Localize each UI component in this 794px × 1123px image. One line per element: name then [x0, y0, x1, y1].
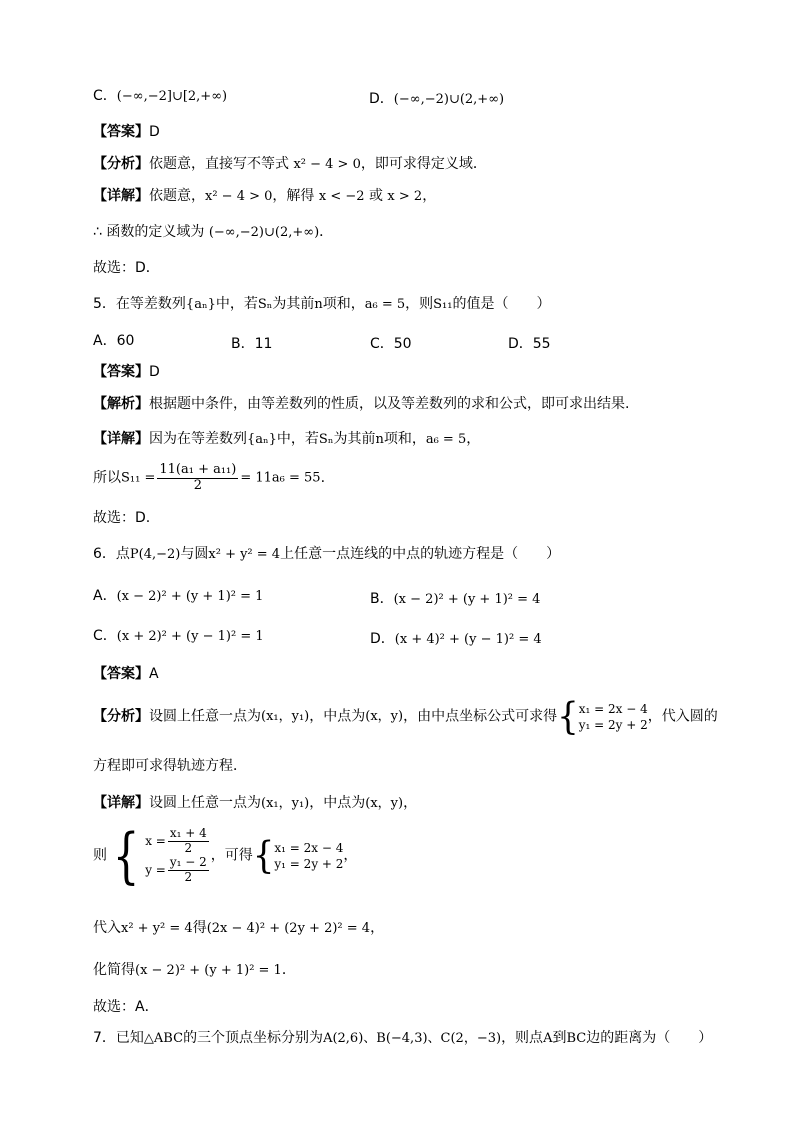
analysis-text: 依题意，直接写不等式: [149, 156, 294, 172]
detail-text: ，解得: [272, 188, 319, 204]
q7-stem: [93, 1030, 712, 1047]
q5-option-a: A．60: [93, 333, 135, 349]
q6-option-c-label: C．: [93, 628, 117, 644]
system-line: x₁ = 2x − 4: [274, 840, 344, 855]
q6-analysis: [93, 695, 718, 739]
stem-text: 7．已知: [93, 1030, 144, 1046]
detail-text: ，: [466, 431, 481, 447]
q4-option-c: (−∞,−2]∪[2,+∞): [116, 89, 228, 104]
analysis-math: (x₁，y₁): [261, 709, 310, 725]
then-system: [145, 827, 211, 884]
so-fraction: [157, 463, 238, 494]
q6-option-b: (x − 2)² + (y + 1)² = 4: [393, 592, 541, 607]
q5-option-c: C．50: [370, 336, 412, 352]
analysis-text: 根据题中条件，由等差数列的性质，以及等差数列的求和公式，即可求出结果.: [149, 396, 630, 412]
stem-text: 为其前: [272, 296, 315, 312]
fraction-denominator: 2: [184, 841, 193, 856]
q5-so: [93, 463, 325, 494]
detail-text: 依题意，: [149, 188, 205, 204]
q4-answer: [93, 124, 160, 141]
stem-text: 6．点: [93, 546, 130, 562]
fraction-denominator: 2: [184, 869, 193, 884]
detail-text: 中，若: [276, 431, 319, 447]
q6-option-c-wrap: [93, 628, 264, 645]
stem-text: 到: [552, 1030, 567, 1046]
stem-text: ，则点: [501, 1030, 544, 1046]
get-text: ，可得: [210, 847, 253, 864]
sub-math: x² + y² = 4: [121, 921, 193, 936]
stem-math: △ABC: [143, 1031, 184, 1046]
detail-text: 或: [364, 188, 388, 204]
detail-math: Sₙ: [318, 432, 334, 447]
q6-then: [93, 821, 358, 891]
detail-math: x > 2: [387, 189, 423, 204]
q6-option-a-label: A．: [93, 588, 117, 604]
q5-option-b: B．11: [231, 336, 273, 352]
analysis-text: ，中点为: [309, 708, 366, 725]
q4-analysis: [93, 156, 487, 173]
q4-option-d-wrap: [369, 88, 504, 108]
sub-text: 代入: [93, 920, 121, 936]
get-system: [274, 840, 343, 872]
therefore-math: (−∞,−2)∪(2,+∞): [208, 225, 320, 240]
analysis-text: 设圆上任意一点为: [149, 708, 261, 725]
stem-math: S₁₁: [433, 297, 453, 312]
answer-tag: 【答案】: [93, 124, 149, 140]
answer-tag: 【答案】: [93, 666, 149, 682]
analysis-text: ，由中点坐标公式可求得: [403, 708, 558, 725]
stem-text: 与圆: [180, 546, 209, 562]
q5-stem: [93, 296, 550, 313]
detail-math: {aₙ}: [247, 432, 277, 447]
q6-option-a: (x − 2)² + (y + 1)² = 1: [116, 589, 264, 604]
q6-substitute: [93, 920, 384, 937]
q5-detail: [93, 431, 480, 448]
get-end: ，: [343, 847, 358, 864]
stem-math: A: [543, 1031, 553, 1046]
system-fraction: [168, 856, 209, 885]
q4-option-c-label: C．: [93, 88, 117, 104]
q6-choose: 故选：A．: [93, 999, 159, 1015]
detail-math: a₆ = 5: [425, 432, 467, 447]
q5-analysis: [93, 396, 629, 413]
detail-math: (x，y): [365, 796, 404, 811]
q6-detail: [93, 795, 417, 812]
left-brace-icon: {: [112, 821, 140, 891]
detail-text: 因为在等差数列: [149, 431, 247, 447]
stem-text: 上任意一点连线的中点的轨迹方程是（ ）: [280, 546, 561, 562]
q6-analysis-line2: 方程即可求得轨迹方程．: [93, 758, 247, 774]
stem-math: a₆ = 5: [364, 297, 406, 312]
analysis-tag: 【分析】: [93, 708, 149, 725]
so-text: 所以: [93, 470, 121, 487]
q6-answer: [93, 666, 159, 683]
detail-tag: 【详解】: [93, 795, 149, 811]
detail-text: ，: [422, 188, 437, 204]
detail-text: ，: [403, 795, 418, 811]
analysis-text: ，代入圆的: [647, 708, 718, 725]
therefore-end: ．: [319, 224, 334, 240]
sub-text: 得: [192, 920, 207, 936]
system-line-x: [145, 827, 211, 856]
q6-stem: [93, 546, 560, 563]
so-end: .: [320, 470, 326, 487]
fraction-numerator: y₁ − 2: [169, 855, 207, 869]
detail-math: x < −2: [318, 189, 365, 204]
sub-text: ，: [370, 920, 385, 936]
left-brace-icon: {: [252, 834, 275, 878]
analysis-tag: 【分析】: [93, 156, 149, 172]
detail-tag: 【详解】: [93, 431, 149, 447]
simp-text: 化简得: [93, 962, 135, 978]
system-line: y₁ = 2y + 2: [578, 718, 648, 732]
q5-answer: [93, 364, 160, 381]
q6-option-d-label: D．: [370, 631, 395, 647]
answer-value: D: [149, 364, 160, 380]
stem-math: BC: [566, 1031, 587, 1046]
answer-value: A: [149, 666, 159, 682]
q5-option-d: D．55: [508, 336, 551, 352]
stem-text: ，则: [405, 296, 434, 312]
stem-text: 的三个顶点坐标分别为: [183, 1030, 324, 1046]
q6-option-d: (x + 4)² + (y − 1)² = 4: [394, 632, 542, 647]
fraction-denominator: 2: [193, 477, 202, 493]
detail-text: 设圆上任意一点为: [149, 795, 261, 811]
stem-text: 边的距离为（ ）: [586, 1030, 713, 1046]
q6-simplify: [93, 962, 296, 979]
system-line: x₁ = 2x − 4: [578, 701, 648, 716]
q4-option-d: (−∞,−2)∪(2,+∞): [393, 92, 505, 107]
q6-option-c: (x + 2)² + (y − 1)² = 1: [116, 629, 264, 644]
left-brace-icon: {: [557, 695, 579, 739]
stem-math: n: [314, 297, 323, 312]
analysis-system: [579, 701, 648, 733]
therefore-text: ∴ 函数的定义域为: [93, 224, 209, 240]
stem-math: {aₙ}: [185, 297, 216, 312]
simp-math: (x − 2)² + (y + 1)² = 1: [135, 963, 282, 978]
analysis-text: ，即可求得定义域．: [360, 156, 487, 172]
detail-text: ，中点为: [309, 795, 366, 811]
system-lhs: y =: [145, 863, 166, 878]
stem-text: 的值是（ ）: [452, 296, 551, 312]
system-lhs: x =: [145, 834, 166, 849]
stem-math: Sₙ: [257, 297, 273, 312]
q4-choose: 故选：D．: [93, 260, 160, 276]
detail-math: n: [375, 432, 384, 447]
analysis-math: x² − 4 > 0: [293, 157, 361, 172]
answer-value: D: [149, 124, 160, 140]
detail-tag: 【详解】: [93, 188, 149, 204]
q6-option-d-wrap: [370, 628, 542, 648]
stem-math: x² + y² = 4: [208, 547, 281, 562]
simp-text: ．: [281, 962, 296, 978]
detail-math: (x₁，y₁): [261, 796, 310, 811]
detail-text: 为其前: [333, 431, 376, 447]
then-text: 则: [93, 847, 107, 864]
q6-option-b-wrap: [370, 588, 540, 608]
q4-options-cd: [93, 88, 227, 105]
system-line: y₁ = 2y + 2: [274, 857, 344, 871]
stem-text: 项和，: [322, 296, 365, 312]
q4-therefore: [93, 224, 333, 241]
q6-option-b-label: B．: [370, 591, 394, 607]
answer-tag: 【答案】: [93, 364, 149, 380]
fraction-numerator: 11(a₁ + a₁₁): [159, 462, 237, 477]
detail-math: x² − 4 > 0: [205, 189, 273, 204]
system-line-y: [145, 856, 211, 885]
sub-math: (2x − 4)² + (2y + 2)² = 4: [206, 921, 371, 936]
analysis-tag: 【解析】: [93, 396, 149, 412]
q5-choose: 故选：D.: [93, 510, 151, 526]
q4-detail: [93, 188, 436, 205]
stem-math: P(4,−2): [129, 547, 181, 562]
fraction-numerator: x₁ + 4: [169, 826, 207, 841]
stem-math: A(2,6)、B(−4,3)、C(2，−3): [323, 1031, 502, 1046]
q6-option-a-wrap: [93, 588, 263, 605]
stem-text: 5．在等差数列: [93, 296, 186, 312]
so-math: = 11a₆ = 55: [240, 470, 321, 486]
system-fraction: [168, 827, 209, 856]
so-math: S₁₁ =: [121, 470, 156, 486]
q4-option-d-label: D．: [369, 91, 394, 107]
stem-text: 中，若: [215, 296, 258, 312]
analysis-math: (x，y): [365, 709, 404, 725]
detail-text: 项和，: [383, 431, 426, 447]
